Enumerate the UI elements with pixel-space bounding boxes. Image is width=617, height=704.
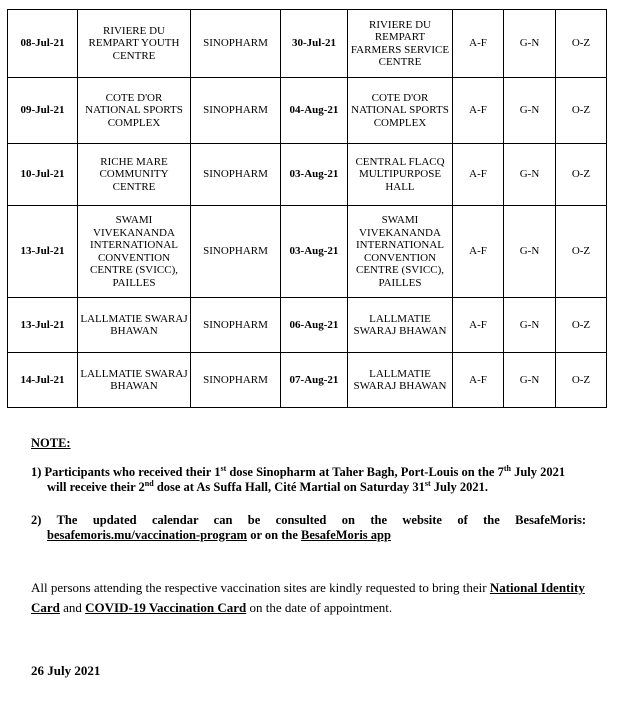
note-item-1-text: Participants who received their 1 <box>44 465 221 479</box>
cell-date2: 03-Aug-21 <box>281 206 348 298</box>
cell-centre: LALLMATIE SWARAJ BHAWAN <box>78 353 191 408</box>
cell-group-a-f: A-F <box>453 353 504 408</box>
cell-vaccine: SINOPHARM <box>191 144 281 206</box>
cell-group-a-f: A-F <box>453 298 504 353</box>
cell-centre: SWAMI VIVEKANANDA INTERNATIONAL CONVENTION CENTRE (SVICC), PAILLES <box>78 206 191 298</box>
cell-group-o-z: O-Z <box>556 10 607 78</box>
note-item-2-text: The updated calendar can be consulted on the website of the BesafeMoris: <box>56 513 586 527</box>
table-row <box>8 206 607 298</box>
app-link[interactable]: BesafeMoris app <box>301 528 391 542</box>
cell-date2: 06-Aug-21 <box>281 298 348 353</box>
table-row <box>8 353 607 408</box>
cell-vaccine: SINOPHARM <box>191 78 281 144</box>
cell-centre2: LALLMATIE SWARAJ BHAWAN <box>348 298 453 353</box>
cell-centre2: SWAMI VIVEKANANDA INTERNATIONAL CONVENTION CENTRE (SVICC), PAILLES <box>348 206 453 298</box>
cell-group-g-n: G-N <box>504 78 556 144</box>
national-id-card-text: National Identity Card <box>31 580 585 615</box>
cell-date2: 04-Aug-21 <box>281 78 348 144</box>
cell-date: 14-Jul-21 <box>8 353 78 408</box>
cell-group-o-z: O-Z <box>556 353 607 408</box>
note-title: NOTE: <box>31 436 71 450</box>
cell-vaccine: SINOPHARM <box>191 10 281 78</box>
cell-group-g-n: G-N <box>504 353 556 408</box>
cell-centre: RICHE MARE COMMUNITY CENTRE <box>78 144 191 206</box>
table-row <box>8 78 607 144</box>
cell-centre: LALLMATIE SWARAJ BHAWAN <box>78 298 191 353</box>
cell-centre2: LALLMATIE SWARAJ BHAWAN <box>348 353 453 408</box>
cell-group-a-f: A-F <box>453 78 504 144</box>
note-item-2-number: 2) <box>31 513 42 527</box>
cell-group-a-f: A-F <box>453 10 504 78</box>
vaccination-schedule-table <box>7 9 607 408</box>
cell-group-g-n: G-N <box>504 10 556 78</box>
table-row <box>8 144 607 206</box>
cell-date2: 30-Jul-21 <box>281 10 348 78</box>
cell-date2: 07-Aug-21 <box>281 353 348 408</box>
cell-group-g-n: G-N <box>504 206 556 298</box>
cell-group-o-z: O-Z <box>556 78 607 144</box>
note-item-1: 1) Participants who received their 1st dose Sinopharm at Taher Bagh, Port-Louis on the 7th July 2021 will receive their 2nd dose at As Suffa Hall, Cité Martial on Saturday 31st July 2021. <box>31 463 566 494</box>
table-row <box>8 298 607 353</box>
cell-centre2: RIVIERE DU REMPART FARMERS SERVICE CENTRE <box>348 10 453 78</box>
website-link[interactable]: besafemoris.mu/vaccination-program <box>47 528 248 542</box>
cell-group-a-f: A-F <box>453 206 504 298</box>
cell-group-g-n: G-N <box>504 298 556 353</box>
cell-date: 09-Jul-21 <box>8 78 78 144</box>
cell-centre2: CENTRAL FLACQ MULTIPURPOSE HALL <box>348 144 453 206</box>
cell-date2: 03-Aug-21 <box>281 144 348 206</box>
cell-vaccine: SINOPHARM <box>191 298 281 353</box>
cell-date: 13-Jul-21 <box>8 206 78 298</box>
cell-group-g-n: G-N <box>504 144 556 206</box>
cell-group-a-f: A-F <box>453 144 504 206</box>
note-item-1-number: 1) <box>31 465 42 479</box>
cell-date: 13-Jul-21 <box>8 298 78 353</box>
cell-group-o-z: O-Z <box>556 298 607 353</box>
table-row <box>8 10 607 78</box>
cell-group-o-z: O-Z <box>556 144 607 206</box>
note-item-2: 2) The updated calendar can be consulted on the website of the BesafeMoris: besafemoris.mu/vaccination-program or on the BesafeMoris app <box>31 513 586 542</box>
cell-group-o-z: O-Z <box>556 206 607 298</box>
cell-vaccine: SINOPHARM <box>191 353 281 408</box>
cell-vaccine: SINOPHARM <box>191 206 281 298</box>
document-date: 26 July 2021 <box>31 663 101 678</box>
cell-centre: COTE D'OR NATIONAL SPORTS COMPLEX <box>78 78 191 144</box>
instructions-paragraph: All persons attending the respective vaccination sites are kindly requested to bring their National Identity Card and COVID-19 Vaccination Card on the date of appointment. <box>31 580 585 615</box>
cell-date: 08-Jul-21 <box>8 10 78 78</box>
cell-centre2: COTE D'OR NATIONAL SPORTS COMPLEX <box>348 78 453 144</box>
cell-date: 10-Jul-21 <box>8 144 78 206</box>
schedule-body <box>8 10 607 408</box>
vaccination-card-text: COVID-19 Vaccination Card <box>85 600 247 615</box>
cell-centre: RIVIERE DU REMPART YOUTH CENTRE <box>78 10 191 78</box>
